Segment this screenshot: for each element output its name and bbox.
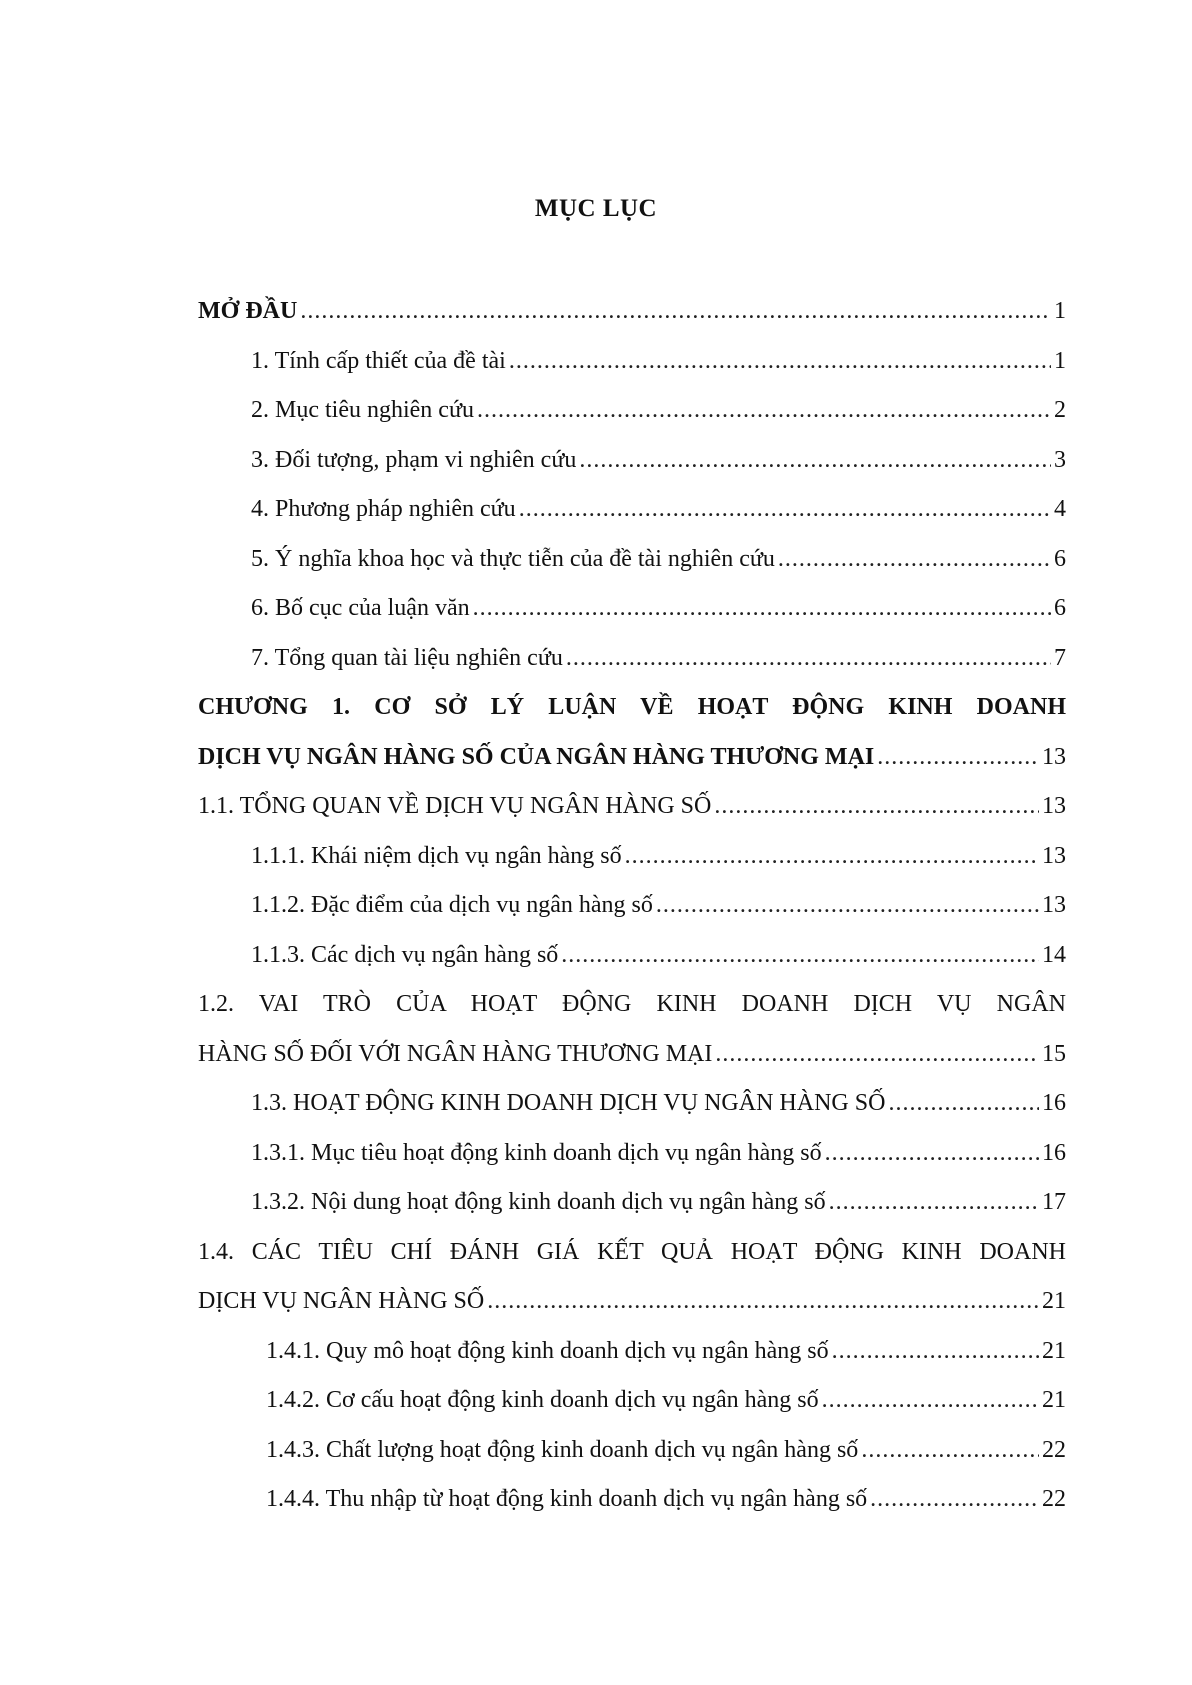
dot-leader bbox=[714, 782, 1039, 832]
dot-leader bbox=[877, 733, 1039, 783]
toc-entry-text: 4. Phương pháp nghiên cứu bbox=[251, 496, 516, 522]
dot-leader bbox=[778, 535, 1051, 585]
dot-leader bbox=[300, 287, 1051, 337]
toc-entry-text: 1. Tính cấp thiết của đề tài bbox=[251, 347, 506, 374]
toc-entry-text: 3. Đối tượng, phạm vi nghiên cứu bbox=[251, 446, 577, 473]
page-title: MỤC LỤC bbox=[534, 195, 658, 222]
dot-leader bbox=[509, 337, 1051, 387]
toc-entry-page: 6 bbox=[1054, 595, 1066, 621]
toc-entry-1-4-3[interactable] bbox=[198, 1426, 1066, 1476]
toc-entry-text: 1.3. HOẠT ĐỘNG KINH DOANH DỊCH VỤ NGÂN HÀNG SỐ bbox=[251, 1090, 886, 1116]
dot-leader bbox=[870, 1475, 1039, 1525]
toc-entry-page: 13 bbox=[1042, 892, 1066, 918]
toc-entry-page: 3 bbox=[1054, 446, 1066, 473]
toc-entry-text: 1.1.2. Đặc điểm của dịch vụ ngân hàng số bbox=[251, 892, 653, 918]
toc-entry-text: 1.4.2. Cơ cấu hoạt động kinh doanh dịch vụ ngân hàng số bbox=[266, 1387, 819, 1413]
toc-entry-page: 16 bbox=[1042, 1139, 1066, 1166]
toc-entry-1[interactable] bbox=[198, 337, 1066, 387]
dot-leader bbox=[477, 386, 1051, 436]
toc-entry-page: 15 bbox=[1042, 1040, 1066, 1067]
toc-entry-text: DỊCH VỤ NGÂN HÀNG SỐ bbox=[198, 1288, 485, 1314]
toc-entry-1-4-4[interactable] bbox=[198, 1475, 1066, 1525]
dot-leader bbox=[487, 1277, 1039, 1327]
toc-entry-page: 1 bbox=[1054, 347, 1066, 374]
dot-leader bbox=[822, 1376, 1039, 1426]
toc-entry-page: 17 bbox=[1042, 1189, 1066, 1215]
dot-leader bbox=[829, 1178, 1039, 1228]
toc-entry-1-1-3[interactable] bbox=[198, 931, 1066, 981]
table-of-contents bbox=[198, 287, 1066, 1525]
toc-entry-page: 6 bbox=[1054, 545, 1066, 572]
toc-entry-page: 16 bbox=[1042, 1090, 1066, 1116]
toc-entry-page: 4 bbox=[1054, 496, 1066, 522]
toc-entry-text: 1.4.3. Chất lượng hoạt động kinh doanh dịch vụ ngân hàng số bbox=[266, 1436, 859, 1463]
toc-entry-1-1-2[interactable] bbox=[198, 881, 1066, 931]
toc-entry-text: 1.4.1. Quy mô hoạt động kinh doanh dịch vụ ngân hàng số bbox=[266, 1337, 829, 1364]
toc-entry-text: 1.1.1. Khái niệm dịch vụ ngân hàng số bbox=[251, 842, 622, 869]
dot-leader bbox=[566, 634, 1051, 684]
dot-leader bbox=[579, 436, 1051, 486]
toc-entry-1-2-line1[interactable]: 1.2. VAI TRÒ CỦA HOẠT ĐỘNG KINH DOANH DỊCH VỤ NGÂN bbox=[198, 991, 1066, 1017]
toc-entry-text: 7. Tổng quan tài liệu nghiên cứu bbox=[251, 644, 563, 671]
toc-entry-1-4-line1[interactable]: 1.4. CÁC TIÊU CHÍ ĐÁNH GIÁ KẾT QUẢ HOẠT ĐỘNG KINH DOANH bbox=[198, 1238, 1066, 1265]
toc-entry-1-4-line2[interactable] bbox=[198, 1277, 1066, 1327]
toc-entry-text: 6. Bố cục của luận văn bbox=[251, 595, 470, 621]
toc-entry-page: 13 bbox=[1042, 743, 1066, 770]
toc-entry-1-1-1[interactable] bbox=[198, 832, 1066, 882]
toc-entry-text: 1.1.3. Các dịch vụ ngân hàng số bbox=[251, 941, 559, 968]
toc-entry-page: 22 bbox=[1042, 1436, 1066, 1463]
toc-entry-1-3-1[interactable] bbox=[198, 1129, 1066, 1179]
toc-entry-1-4-2[interactable] bbox=[198, 1376, 1066, 1426]
toc-entry-text: HÀNG SỐ ĐỐI VỚI NGÂN HÀNG THƯƠNG MẠI bbox=[198, 1040, 713, 1067]
toc-entry-6[interactable] bbox=[198, 584, 1066, 634]
toc-entry-4[interactable] bbox=[198, 485, 1066, 535]
dot-leader bbox=[625, 832, 1039, 882]
toc-entry-page: 2 bbox=[1054, 397, 1066, 423]
toc-entry-1-1[interactable] bbox=[198, 782, 1066, 832]
toc-entry-page: 21 bbox=[1042, 1387, 1066, 1413]
dot-leader bbox=[888, 1079, 1039, 1129]
toc-entry-text: 1.3.1. Mục tiêu hoạt động kinh doanh dịch vụ ngân hàng số bbox=[251, 1139, 822, 1166]
toc-entry-page: 13 bbox=[1042, 842, 1066, 869]
toc-entry-page: 21 bbox=[1042, 1337, 1066, 1364]
toc-entry-page: 14 bbox=[1042, 941, 1066, 968]
toc-entry-1-4-1[interactable] bbox=[198, 1327, 1066, 1377]
toc-entry-chapter-1-line1[interactable]: CHƯƠNG 1. CƠ SỞ LÝ LUẬN VỀ HOẠT ĐỘNG KINH DOANH bbox=[198, 694, 1066, 720]
dot-leader bbox=[715, 1030, 1039, 1080]
toc-entry-text: 1.3.2. Nội dung hoạt động kinh doanh dịch vụ ngân hàng số bbox=[251, 1189, 826, 1215]
toc-entry-page: 21 bbox=[1042, 1288, 1066, 1314]
toc-entry-page: 22 bbox=[1042, 1486, 1066, 1512]
dot-leader bbox=[519, 485, 1051, 535]
toc-entry-page: 1 bbox=[1054, 298, 1066, 324]
toc-entry-mo-dau[interactable] bbox=[198, 287, 1066, 337]
toc-entry-1-3-2[interactable] bbox=[198, 1178, 1066, 1228]
toc-entry-5[interactable] bbox=[198, 535, 1066, 585]
toc-entry-text: 5. Ý nghĩa khoa học và thực tiễn của đề tài nghiên cứu bbox=[251, 545, 775, 572]
toc-entry-2[interactable] bbox=[198, 386, 1066, 436]
dot-leader bbox=[861, 1426, 1039, 1476]
dot-leader bbox=[561, 931, 1039, 981]
toc-entry-page: 7 bbox=[1054, 644, 1066, 671]
dot-leader bbox=[832, 1327, 1039, 1377]
toc-entry-chapter-1-line2[interactable] bbox=[198, 733, 1066, 783]
toc-entry-text: 1.1. TỔNG QUAN VỀ DỊCH VỤ NGÂN HÀNG SỐ bbox=[198, 793, 712, 819]
toc-entry-1-2-line2[interactable] bbox=[198, 1030, 1066, 1080]
toc-entry-text: MỞ ĐẦU bbox=[198, 298, 298, 324]
toc-entry-7[interactable] bbox=[198, 634, 1066, 684]
toc-entry-3[interactable] bbox=[198, 436, 1066, 486]
toc-entry-text: 1.4.4. Thu nhập từ hoạt động kinh doanh dịch vụ ngân hàng số bbox=[266, 1486, 868, 1512]
toc-entry-text: DỊCH VỤ NGÂN HÀNG SỐ CỦA NGÂN HÀNG THƯƠNG MẠI bbox=[198, 743, 875, 770]
dot-leader bbox=[473, 584, 1051, 634]
dot-leader bbox=[825, 1129, 1039, 1179]
dot-leader bbox=[656, 881, 1039, 931]
toc-entry-1-3[interactable] bbox=[198, 1079, 1066, 1129]
toc-entry-text: 2. Mục tiêu nghiên cứu bbox=[251, 397, 474, 423]
toc-entry-page: 13 bbox=[1042, 793, 1066, 819]
